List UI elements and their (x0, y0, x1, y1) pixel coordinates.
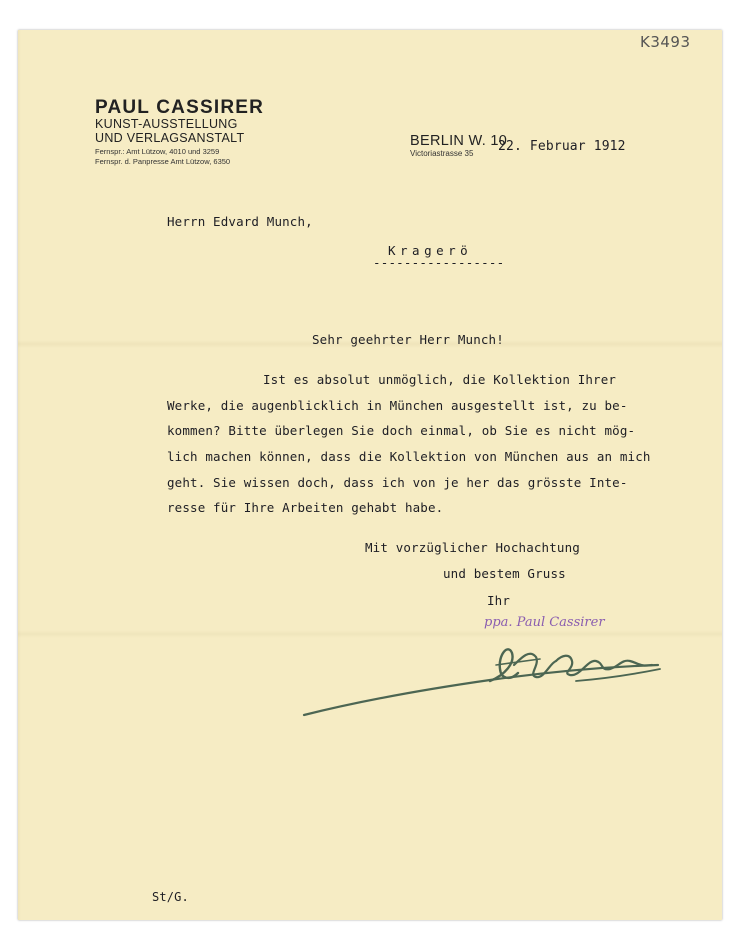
letterhead-phone-2: Fernspr. d. Panpresse Amt Lützow, 6350 (95, 157, 231, 166)
closing-line: und bestem Gruss (443, 566, 566, 581)
letterhead-subtitle-1: KUNST-AUSSTELLUNG (95, 117, 238, 131)
handwritten-signature (300, 635, 670, 725)
letterhead-subtitle-2: UND VERLAGSANSTALT (95, 131, 245, 145)
letterhead-street: Victoriastrasse 35 (410, 149, 474, 158)
place-underline: ----------------- (373, 255, 505, 270)
letter-date: 22. Februar 1912 (498, 139, 626, 154)
body-line: lich machen können, dass die Kollektion von München aus an mich (167, 449, 651, 464)
signature-stamp: ppa. Paul Cassirer (484, 615, 605, 630)
typist-initials: St/G. (152, 890, 189, 904)
letterhead-city: BERLIN W. 10 (410, 133, 508, 149)
body-line: geht. Sie wissen doch, dass ich von je her das grösste Inte- (167, 475, 628, 490)
archive-number: K3493 (640, 33, 691, 51)
addressee: Herrn Edvard Munch, (167, 214, 313, 229)
closing-line: Ihr (487, 593, 511, 608)
letterhead-phone-1: Fernspr.: Amt Lützow, 4010 und 3259 (95, 147, 220, 156)
addressee-place: Kragerö (388, 243, 473, 258)
closing-line: Mit vorzüglicher Hochachtung (365, 540, 580, 555)
body-line: Ist es absolut unmöglich, die Kollektion Ihrer (263, 372, 617, 387)
letterhead-firm-name: PAUL CASSIRER (95, 97, 265, 118)
body-line: resse für Ihre Arbeiten gehabt habe. (167, 500, 444, 515)
body-line: Werke, die augenblicklich in München ausgestellt ist, zu be- (167, 398, 628, 413)
salutation: Sehr geehrter Herr Munch! (312, 332, 504, 347)
body-line: kommen? Bitte überlegen Sie doch einmal, ob Sie es nicht mög- (167, 423, 636, 438)
